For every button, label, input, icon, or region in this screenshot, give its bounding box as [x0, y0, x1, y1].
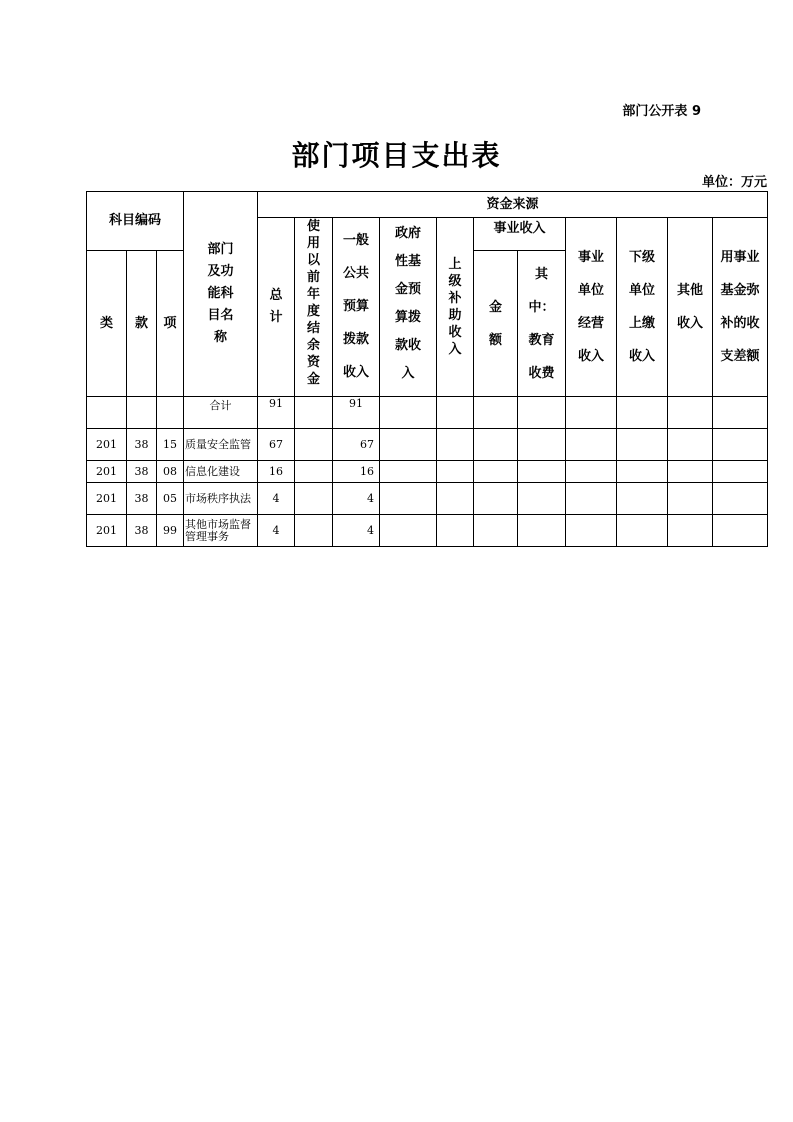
operating-income-cell: [566, 429, 617, 461]
business-amount-cell: [474, 429, 518, 461]
general-budget-cell: 67: [333, 429, 380, 461]
gov-fund-budget-header: 政府 性基 金预 算拨 款收 入: [380, 218, 437, 397]
superior-subsidy-cell: [437, 461, 474, 483]
function-name-cell: 质量安全监管: [184, 429, 258, 461]
total-cell: 4: [258, 483, 295, 515]
gov-fund-cell: [380, 483, 437, 515]
other-income-cell: [668, 461, 713, 483]
superior-subsidy-cell: [437, 397, 474, 429]
gov-fund-cell: [380, 429, 437, 461]
education-fee-cell: [518, 515, 566, 547]
category-cell: 201: [87, 483, 127, 515]
prior-balance-cell: [295, 483, 333, 515]
table-row: [87, 461, 768, 483]
section-header: 款: [127, 251, 157, 397]
project-expenditure-table: [86, 191, 768, 547]
education-fee-header: 其 中： 教育 收费: [518, 251, 566, 397]
page-title: 部门项目支出表: [291, 139, 502, 172]
item-cell: 05: [157, 483, 184, 515]
prior-balance-cell: [295, 515, 333, 547]
prior-year-balance-header: 使 用 以 前 年 度 结 余 资 金: [295, 218, 333, 397]
prior-balance-cell: [295, 429, 333, 461]
subordinate-income-cell: [617, 397, 668, 429]
amount-header: 金 额: [474, 251, 518, 397]
function-name-cell: 其他市场监督管理事务: [184, 515, 258, 547]
table-row: [87, 483, 768, 515]
category-cell: 201: [87, 461, 127, 483]
total-cell: 91: [258, 397, 295, 429]
section-cell: 38: [127, 515, 157, 547]
other-income-header: 其他 收入: [668, 218, 713, 397]
gov-fund-cell: [380, 397, 437, 429]
item-header: 项: [157, 251, 184, 397]
operating-income-cell: [566, 461, 617, 483]
prior-balance-cell: [295, 461, 333, 483]
education-fee-cell: [518, 461, 566, 483]
item-cell: [157, 397, 184, 429]
subordinate-income-cell: [617, 483, 668, 515]
business-amount-cell: [474, 483, 518, 515]
section-cell: 38: [127, 461, 157, 483]
subordinate-income-cell: [617, 429, 668, 461]
form-number: 部门公开表 9: [622, 104, 701, 119]
dept-name-header: 部门 及功 能科 目名 称: [184, 192, 258, 397]
gov-fund-cell: [380, 461, 437, 483]
gov-fund-cell: [380, 515, 437, 547]
category-cell: 201: [87, 515, 127, 547]
subordinate-income-cell: [617, 515, 668, 547]
fund-balance-cell: [713, 515, 768, 547]
superior-subsidy-header: 上 级 补 助 收 入: [437, 218, 474, 397]
prior-balance-cell: [295, 397, 333, 429]
fund-balance-cell: [713, 483, 768, 515]
operating-income-header: 事业 单位 经营 收入: [566, 218, 617, 397]
fund-balance-cell: [713, 397, 768, 429]
section-cell: 38: [127, 483, 157, 515]
item-cell: 99: [157, 515, 184, 547]
general-budget-cell: 4: [333, 515, 380, 547]
table-row: [87, 515, 768, 547]
other-income-cell: [668, 515, 713, 547]
category-header: 类: [87, 251, 127, 397]
operating-income-cell: [566, 515, 617, 547]
total-cell: 4: [258, 515, 295, 547]
table-row: [87, 397, 768, 429]
general-public-budget-header: 一般 公共 预算 拨款 收入: [333, 218, 380, 397]
total-header: 总 计: [258, 218, 295, 397]
section-cell: [127, 397, 157, 429]
education-fee-cell: [518, 429, 566, 461]
total-cell: 16: [258, 461, 295, 483]
education-fee-cell: [518, 397, 566, 429]
other-income-cell: [668, 483, 713, 515]
other-income-cell: [668, 397, 713, 429]
item-cell: 15: [157, 429, 184, 461]
total-cell: 67: [258, 429, 295, 461]
table-row: [87, 429, 768, 461]
fund-balance-header: 用事业 基金弥 补的收 支差额: [713, 218, 768, 397]
funding-source-header: 资金来源: [258, 192, 768, 218]
function-name-cell: 合计: [184, 397, 258, 429]
category-cell: [87, 397, 127, 429]
general-budget-cell: 91: [333, 397, 380, 429]
subordinate-income-cell: [617, 461, 668, 483]
business-income-header: 事业收入: [474, 218, 566, 251]
superior-subsidy-cell: [437, 429, 474, 461]
function-name-cell: 信息化建设: [184, 461, 258, 483]
superior-subsidy-cell: [437, 515, 474, 547]
other-income-cell: [668, 429, 713, 461]
superior-subsidy-cell: [437, 483, 474, 515]
business-amount-cell: [474, 397, 518, 429]
education-fee-cell: [518, 483, 566, 515]
item-cell: 08: [157, 461, 184, 483]
fund-balance-cell: [713, 429, 768, 461]
section-cell: 38: [127, 429, 157, 461]
category-cell: 201: [87, 429, 127, 461]
subordinate-income-header: 下级 单位 上缴 收入: [617, 218, 668, 397]
subject-code-header: 科目编码: [87, 192, 184, 251]
fund-balance-cell: [713, 461, 768, 483]
general-budget-cell: 16: [333, 461, 380, 483]
business-amount-cell: [474, 461, 518, 483]
business-amount-cell: [474, 515, 518, 547]
function-name-cell: 市场秩序执法: [184, 483, 258, 515]
operating-income-cell: [566, 483, 617, 515]
general-budget-cell: 4: [333, 483, 380, 515]
unit-label: 单位：万元: [701, 175, 767, 190]
operating-income-cell: [566, 397, 617, 429]
